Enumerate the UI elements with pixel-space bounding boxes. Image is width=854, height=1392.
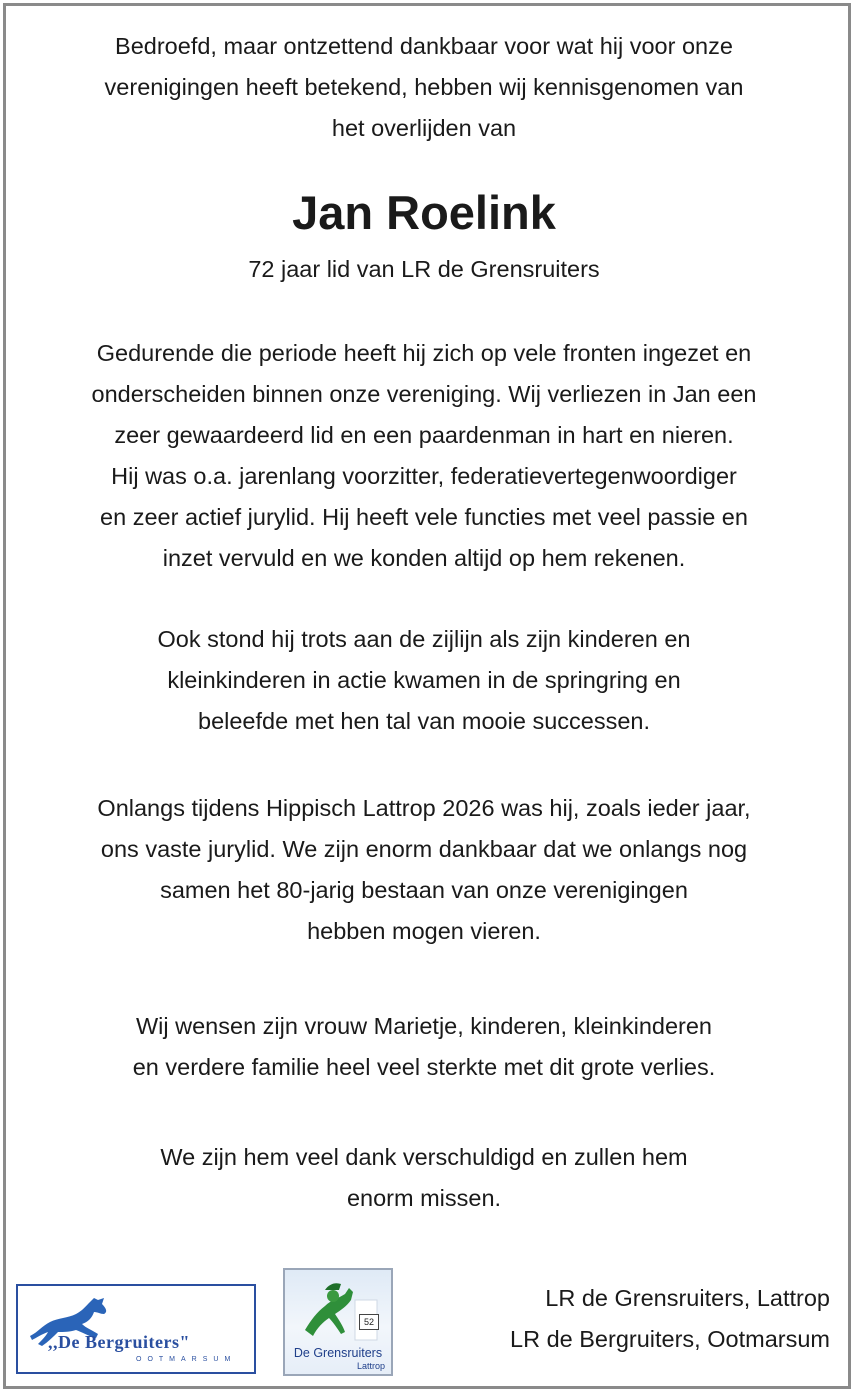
paragraph-condolences: Wij wensen zijn vrouw Marietje, kinderen, kleinkinderen en verdere familie heel veel sterkte met dit grote verlies. bbox=[132, 1013, 716, 1080]
bergruiters-logo bbox=[16, 1284, 256, 1374]
intro-text: Bedroefd, maar ontzettend dankbaar voor wat hij voor onze verenigingen heeft betekend, hebben wij kennisgenomen van het overlijden van bbox=[104, 33, 744, 141]
paragraph-merits: Gedurende die periode heeft hij zich op vele fronten ingezet en onderscheiden binnen onze vereniging. Wij verliezen in Jan een zeer gewaardeerd lid en een paardenman in hart en nieren. Hij was o.a. jarenlang voorzitter, federatievertegenwoordiger en zeer actief jurylid. Hij heeft vele functies met veel passie en inzet vervuld en we konden altijd op hem rekenen. bbox=[91, 340, 757, 571]
paragraph-recent-event: Onlangs tijdens Hippisch Lattrop 2026 was hij, zoals ieder jaar, ons vaste jurylid. We zijn enorm dankbaar dat we onlangs nog samen het 80-jarig bestaan van onze verenigingen hebben mogen vieren. bbox=[97, 795, 751, 944]
paragraph-closing: We zijn hem veel dank verschuldigd en zullen hem enorm missen. bbox=[160, 1144, 688, 1211]
rider-jumping-icon bbox=[285, 1270, 391, 1348]
grensruiters-title: De Grensruiters bbox=[293, 1346, 383, 1360]
paragraph-family-pride: Ook stond hij trots aan de zijlijn als zijn kinderen en kleinkinderen in actie kwamen in de springring en beleefde met hen tal van mooie successen. bbox=[157, 626, 691, 734]
bergruiters-wordmark: ,,De Bergruiters" bbox=[48, 1332, 190, 1352]
deceased-name: Jan Roelink bbox=[292, 186, 556, 239]
grensruiters-logo bbox=[283, 1268, 393, 1376]
membership-subtitle: 72 jaar lid van LR de Grensruiters bbox=[248, 256, 600, 282]
bergruiters-place: OOTMARSUM bbox=[136, 1356, 237, 1363]
grensruiters-place: Lattrop bbox=[356, 1361, 385, 1371]
signature-bergruiters: LR de Bergruiters, Ootmarsum bbox=[510, 1326, 830, 1352]
signature-grensruiters: LR de Grensruiters, Lattrop bbox=[545, 1285, 830, 1311]
grensruiters-badge: 52 bbox=[359, 1314, 379, 1330]
